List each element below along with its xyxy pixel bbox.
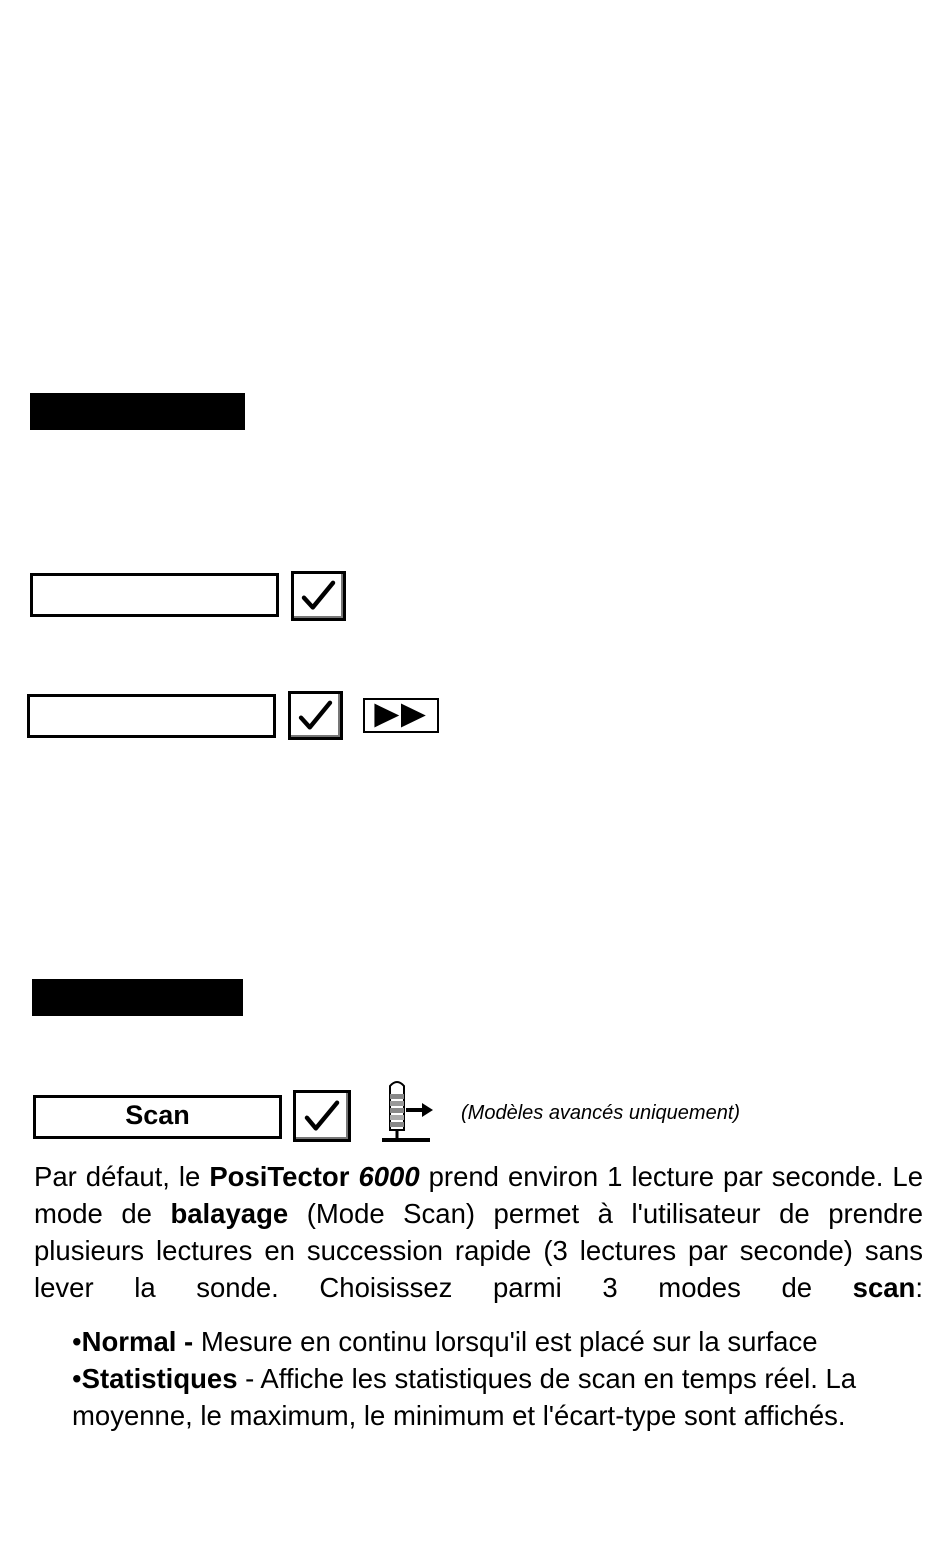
redacted-heading-1 bbox=[30, 393, 245, 430]
scan-menu-box[interactable] bbox=[33, 1095, 282, 1139]
advanced-models-note: (Modèles avancés uniquement) bbox=[461, 1102, 741, 1124]
list-item-text: - Affiche les statistiques de scan en temps réel. La moyenne, le maximum, le minimum et l'écart-type sont affichés. bbox=[72, 1363, 857, 1431]
scan-term: scan bbox=[852, 1272, 916, 1303]
list-item bbox=[72, 1360, 912, 1434]
paragraph-text-3: (Mode Scan) permet à l'utilisateur de prendre plusieurs lectures en succession rapide (3 lectures par seconde) sans lever la sonde. Choisissez parmi 3 modes de bbox=[34, 1198, 923, 1303]
scan-modes-list bbox=[72, 1323, 922, 1434]
scan-checkmark-icon[interactable] bbox=[293, 1090, 351, 1142]
list-item bbox=[72, 1323, 922, 1360]
redacted-heading-2 bbox=[32, 979, 243, 1016]
list-item-term: Normal - bbox=[81, 1326, 194, 1357]
fast-forward-icon[interactable] bbox=[363, 698, 439, 733]
list-item-text: Mesure en continu lorsqu'il est placé sur la surface bbox=[193, 1326, 818, 1357]
balayage-term: balayage bbox=[170, 1198, 289, 1229]
paragraph-text-2: prend environ 1 lecture par seconde. Le mode de bbox=[34, 1161, 924, 1229]
select-checkmark-icon[interactable] bbox=[291, 571, 346, 621]
scan-mode-icon bbox=[378, 1078, 438, 1146]
scan-menu-label: Scan bbox=[125, 1100, 190, 1130]
menu-item-box-2[interactable] bbox=[27, 694, 276, 738]
paragraph-text-1: Par défaut, le bbox=[34, 1161, 210, 1192]
paragraph-text-4: : bbox=[915, 1272, 923, 1303]
list-item-term: Statistiques bbox=[81, 1363, 238, 1394]
brand-name: PosiTector bbox=[209, 1161, 350, 1192]
bullet-mark: • bbox=[72, 1326, 82, 1357]
menu-item-box-1[interactable] bbox=[30, 573, 279, 617]
bullet-mark: • bbox=[72, 1363, 82, 1394]
scan-description-paragraph bbox=[34, 1158, 923, 1306]
model-number: 6000 bbox=[358, 1161, 420, 1192]
select-checkmark-icon-2[interactable] bbox=[288, 691, 343, 740]
